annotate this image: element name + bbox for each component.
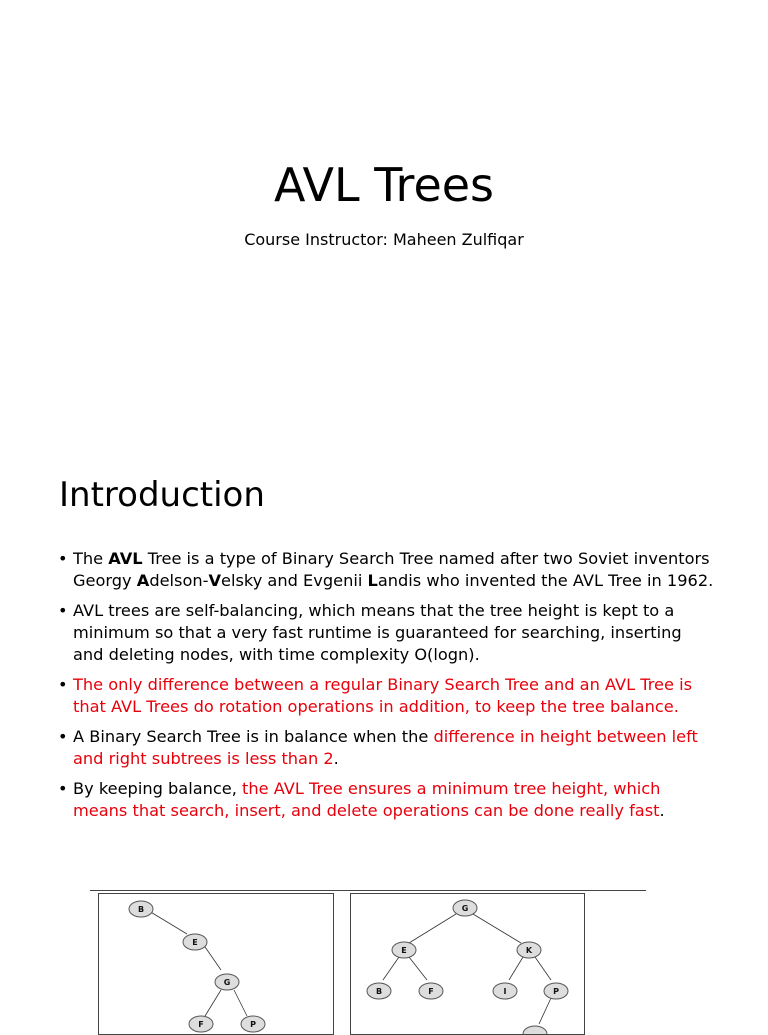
svg-text:B: B bbox=[137, 905, 145, 914]
svg-text:F: F bbox=[428, 987, 434, 996]
introduction-slide bbox=[0, 435, 768, 1029]
tree-node bbox=[544, 983, 568, 999]
tree-edge bbox=[535, 957, 551, 980]
tree-node bbox=[419, 983, 443, 999]
highlighted-text: difference in height between left and right subtrees is less than 2 bbox=[73, 727, 698, 768]
bullet-text: V bbox=[208, 571, 222, 590]
slide-heading: Introduction bbox=[59, 475, 265, 515]
bullet-text: elsky and Evgenii bbox=[221, 571, 368, 590]
bullet-item bbox=[56, 674, 716, 718]
bullet-text: . bbox=[659, 801, 665, 820]
bullet-item bbox=[56, 726, 716, 770]
highlighted-text: the AVL Tree ensures a minimum tree height, which means that search, insert, and delete operations can be done really fast bbox=[73, 779, 661, 820]
highlighted-text: The only difference between a regular Binary Search Tree and an AVL Tree is that AVL Trees do rotation operations in addition, to keep the tree balance. bbox=[73, 675, 693, 716]
tree-node-partial bbox=[523, 1026, 547, 1034]
bullet-text: delson- bbox=[149, 571, 209, 590]
svg-text:E: E bbox=[192, 938, 198, 947]
bullet-dot-icon: • bbox=[58, 727, 68, 746]
tree-edge bbox=[409, 957, 427, 980]
bullet-text: AVL bbox=[108, 549, 143, 568]
tree-node bbox=[392, 942, 416, 958]
tree-edge bbox=[149, 911, 187, 934]
tree-node bbox=[183, 934, 207, 950]
bullet-text: Tree is a type of Binary Search Tree named after two Soviet inventors Georgy bbox=[73, 549, 710, 590]
tree-node bbox=[517, 942, 541, 958]
balanced-tree-figure bbox=[350, 893, 585, 1035]
bullet-text: AVL trees are self-balancing, which means that the tree height is kept to a minimum so that a very fast runtime is guaranteed for searching, inserting and deleting nodes, with time complexity O(logn). bbox=[73, 601, 682, 664]
tree-node bbox=[367, 983, 391, 999]
svg-text:P: P bbox=[250, 1020, 256, 1029]
bullet-text: A Binary Search Tree is in balance when the bbox=[73, 727, 434, 746]
svg-text:K: K bbox=[525, 946, 533, 955]
bullet-dot-icon: • bbox=[58, 549, 68, 568]
tree-edge bbox=[539, 998, 551, 1024]
svg-text:E: E bbox=[401, 946, 407, 955]
tree-edge bbox=[203, 944, 221, 970]
bullet-dot-icon: • bbox=[58, 675, 68, 694]
svg-text:G: G bbox=[461, 904, 469, 913]
bullet-dot-icon: • bbox=[58, 779, 68, 798]
svg-text:I: I bbox=[503, 987, 507, 996]
bullet-text: andis who invented the AVL Tree in 1962. bbox=[377, 571, 714, 590]
svg-text:P: P bbox=[553, 987, 559, 996]
tree-edge bbox=[509, 957, 523, 980]
bullet-text: A bbox=[136, 571, 150, 590]
slide-subtitle: Course Instructor: Maheen Zulfiqar bbox=[244, 230, 524, 249]
bullet-dot-icon: • bbox=[58, 601, 68, 620]
tree-node bbox=[215, 974, 239, 990]
bullet-text: L bbox=[367, 571, 378, 590]
bullet-item bbox=[56, 600, 716, 666]
tree-node bbox=[189, 1016, 213, 1032]
bullet-item bbox=[56, 778, 716, 822]
tree-edge bbox=[205, 990, 221, 1016]
svg-text:G: G bbox=[223, 978, 231, 987]
bullet-list bbox=[56, 548, 716, 830]
tree-node bbox=[453, 900, 477, 916]
unbalanced-tree-figure bbox=[98, 893, 334, 1035]
tree-edge bbox=[409, 914, 456, 943]
tree-node bbox=[493, 983, 517, 999]
slide-title: AVL Trees bbox=[273, 158, 495, 212]
tree-edge bbox=[473, 914, 521, 943]
tree-node bbox=[129, 901, 153, 917]
bullet-text: By keeping balance, bbox=[73, 779, 243, 798]
bullet-text: . bbox=[333, 749, 339, 768]
bullet-item bbox=[56, 548, 716, 592]
tree-edge bbox=[383, 957, 399, 980]
svg-text:B: B bbox=[375, 987, 383, 996]
tree-edge bbox=[234, 990, 247, 1016]
svg-text:F: F bbox=[198, 1020, 204, 1029]
bullet-text: The bbox=[73, 549, 109, 568]
title-slide bbox=[0, 0, 768, 435]
tree-node bbox=[241, 1016, 265, 1032]
divider-line bbox=[90, 890, 646, 891]
